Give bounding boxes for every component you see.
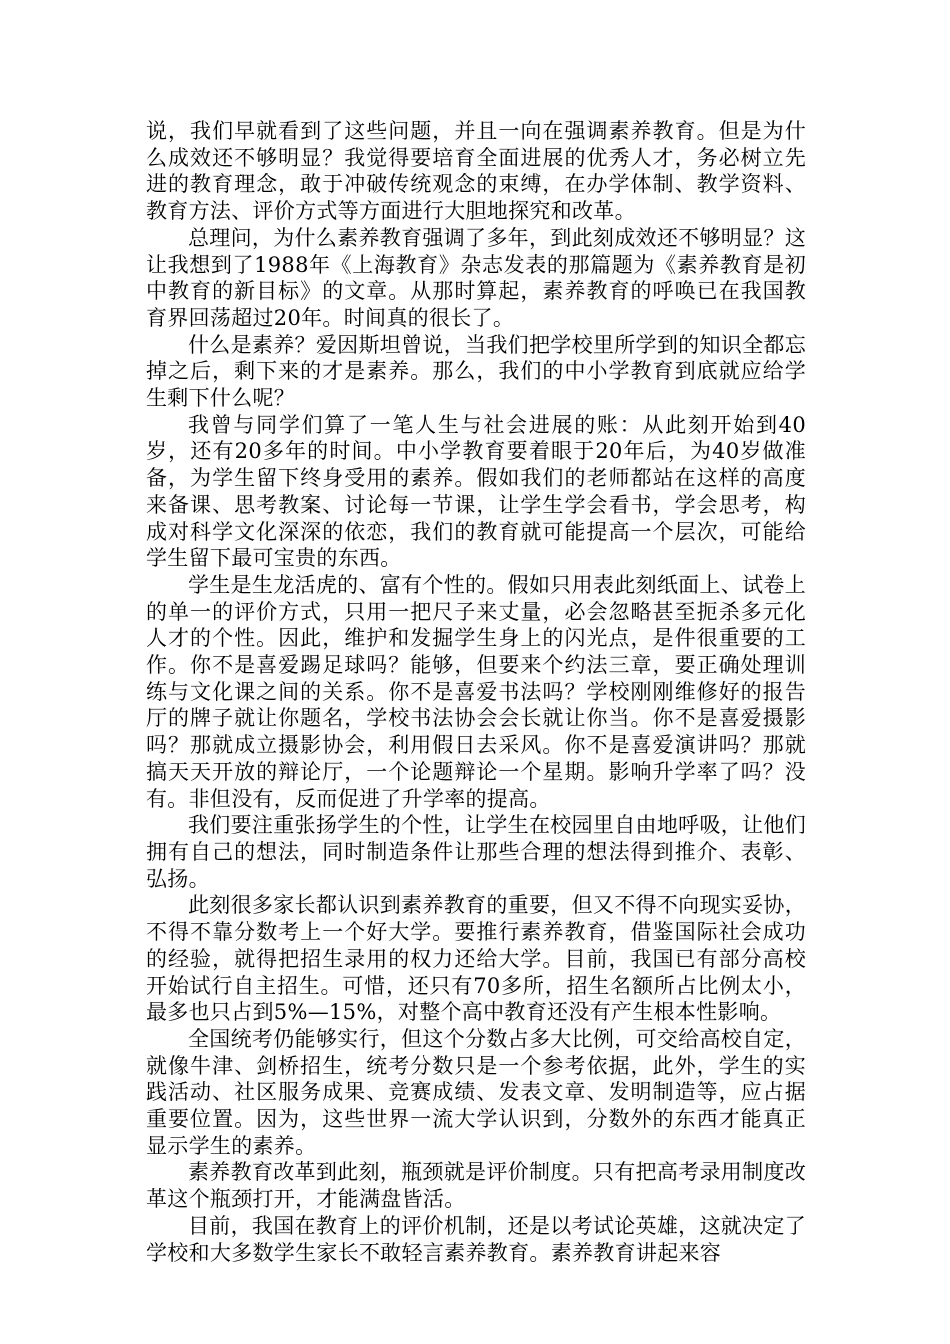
paragraph-1: 说，我们早就看到了这些问题，并且一向在强调素养教育。但是为什么成效还不够明显？我觉得要培育全面进展的优秀人才，务必树立先进的教育理念，敢于冲破传统观念的束缚，在办学体制、教学资料、教育方法、评价方式等方面进行大胆地探究和改革。	[146, 119, 806, 224]
paragraph-2: 总理问，为什么素养教育强调了多年，到此刻成效还不够明显？这让我想到了1988年《上海教育》杂志发表的那篇题为《素养教育是初中教育的新目标》的文章。从那时算起，素养教育的呼唤已在我国教育界回荡超过20年。时间真的很长了。	[146, 225, 806, 330]
paragraph-10: 目前，我国在教育上的评价机制，还是以考试论英雄，这就决定了学校和大多数学生家长不敢轻言素养教育。素养教育讲起来容	[146, 1213, 806, 1265]
document-body	[146, 118, 806, 1266]
paragraph-5: 学生是生龙活虎的、富有个性的。假如只用表此刻纸面上、试卷上的单一的评价方式，只用一把尺子来丈量，必会忽略甚至扼杀多元化人才的个性。因此，维护和发掘学生身上的闪光点，是件很重要的工作。你不是喜爱踢足球吗？能够，但要来个约法三章，要正确处理训练与文化课之间的关系。你不是喜爱书法吗？学校刚刚维修好的报告厅的牌子就让你题名，学校书法协会会长就让你当。你不是喜爱摄影吗？那就成立摄影协会，利用假日去采风。你不是喜爱演讲吗？那就搞天天开放的辩论厅，一个论题辩论一个星期。影响升学率了吗？没有。非但没有，反而促进了升学率的提高。	[146, 572, 806, 811]
paragraph-9: 素养教育改革到此刻，瓶颈就是评价制度。只有把高考录用制度改革这个瓶颈打开，才能满盘皆活。	[146, 1160, 806, 1212]
paragraph-4: 我曾与同学们算了一笔人生与社会进展的账：从此刻开始到40岁，还有20多年的时间。中小学教育要着眼于20年后，为40岁做准备，为学生留下终身受用的素养。假如我们的老师都站在这样的高度来备课、思考教案、讨论每一节课，让学生学会看书，学会思考，构成对科学文化深深的依恋，我们的教育就可能提高一个层次，可能给学生留下最可宝贵的东西。	[146, 412, 806, 571]
paragraph-3: 什么是素养？爱因斯坦曾说，当我们把学校里所学到的知识全都忘掉之后，剩下来的才是素养。那么，我们的中小学教育到底就应给学生剩下什么呢？	[146, 332, 806, 411]
paragraph-8: 全国统考仍能够实行，但这个分数占多大比例，可交给高校自定，就像牛津、剑桥招生，统考分数只是一个参考依据，此外，学生的实践活动、社区服务成果、竞赛成绩、发表文章、发明制造等，应占据重要位置。因为，这些世界一流大学认识到，分数外的东西才能真正显示学生的素养。	[146, 1026, 806, 1158]
paragraph-7: 此刻很多家长都认识到素养教育的重要，但又不得不向现实妥协，不得不靠分数考上一个好大学。要推行素养教育，借鉴国际社会成功的经验，就得把招生录用的权力还给大学。目前，我国已有部分高校开始试行自主招生。可惜，还只有70多所，招生名额所占比例太小，最多也只占到5%—15%，对整个高中教育还没有产生根本性影响。	[146, 893, 806, 1025]
paragraph-6: 我们要注重张扬学生的个性，让学生在校园里自由地呼吸，让他们拥有自己的想法，同时制造条件让那些合理的想法得到推介、表彰、弘扬。	[146, 813, 806, 891]
